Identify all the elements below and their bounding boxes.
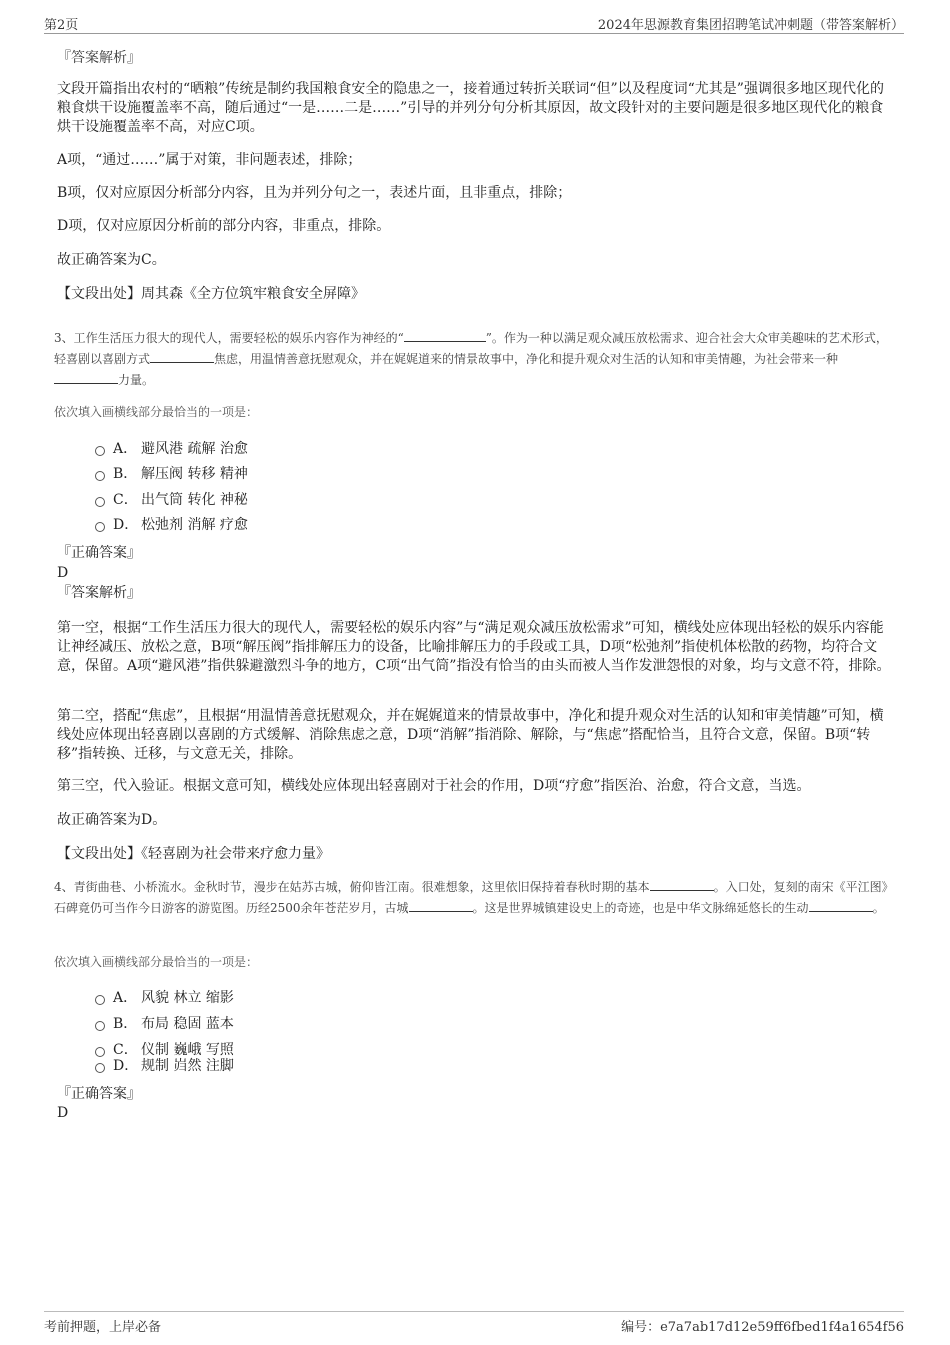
q3-option-c[interactable] — [95, 490, 248, 510]
blank-1 — [650, 878, 714, 891]
page-number: 第2页 — [44, 18, 79, 33]
option-letter: A． — [113, 990, 138, 1006]
radio-icon[interactable] — [95, 497, 105, 507]
blank-3 — [54, 371, 118, 384]
q4-text-3: 。这是世界城镇建设史上的奇迹，也是中华文脉绵延悠长的生动 — [472, 901, 809, 915]
option-letter: C． — [113, 1042, 138, 1058]
q4-text-4: 。 — [872, 901, 885, 915]
option-text: 规制 岿然 注脚 — [141, 1058, 234, 1074]
radio-icon[interactable] — [95, 1063, 105, 1073]
document-title: 2024年思源教育集团招聘笔试冲刺题（带答案解析） — [597, 18, 904, 33]
source-citation: 【文段出处】《轻喜剧为社会带来疗愈力量》 — [57, 846, 330, 862]
q4-text-2: 。入口处，复刻的南宋《平江图》石碑竟仍可当作今日游客的游览图。历经2500余年苍茫岁月，古城 — [54, 880, 894, 915]
conclusion: 故正确答案为C。 — [57, 252, 166, 268]
page-header — [44, 12, 904, 34]
fill-prompt: 依次填入画横线部分最恰当的一项是： — [54, 955, 259, 969]
correct-answer-value: D — [57, 1105, 69, 1121]
option-letter: B． — [113, 1016, 138, 1032]
option-letter: B． — [113, 466, 138, 482]
option-text: 仪制 巍峨 写照 — [141, 1042, 234, 1058]
q3-text-2: ”。作为一种以满足观众减压放松需求、迎合社会大众审美趣味的艺术形式，轻喜剧以喜剧方式 — [54, 331, 888, 366]
option-text: 风貌 林立 缩影 — [141, 990, 234, 1006]
option-text: 布局 稳固 蓝本 — [141, 1016, 234, 1032]
conclusion: 故正确答案为D。 — [57, 812, 167, 828]
page-footer — [44, 1311, 904, 1333]
source-citation: 【文段出处】周其森《全方位筑牢粮食安全屏障》 — [57, 286, 365, 302]
analysis-paragraph: 文段开篇指出农村的“晒粮”传统是制约我国粮食安全的隐患之一，接着通过转折关联词“但”以及程度词“尤其是”强调很多地区现代化的粮食烘干设施覆盖率不高，随后通过“一是……二是……”引导的并列分句分析其原因，故文段针对的主要问题是很多地区现代化的粮食烘干设施覆盖率不高，对应C项。 — [57, 81, 884, 135]
option-text: 避风港 疏解 治愈 — [141, 441, 248, 457]
document-code: 编号：e7a7ab17d12e59ff6fbed1f4a1654f56 — [621, 1320, 904, 1335]
option-a-analysis: A项，“通过……”属于对策，非问题表述，排除； — [57, 152, 362, 168]
answer-analysis-label: 『答案解析』 — [57, 585, 141, 601]
question-3-stem — [54, 328, 896, 391]
answer-analysis-label: 『答案解析』 — [57, 50, 141, 66]
blank-2 — [150, 350, 214, 363]
q4-text-1: 4、青街曲巷、小桥流水。金秋时节，漫步在姑苏古城，俯仰皆江南。很难想象，这里依旧保持着春秋时期的基本 — [54, 880, 650, 894]
option-text: 松弛剂 消解 疗愈 — [141, 517, 248, 533]
blank-2 — [409, 899, 473, 912]
analysis-paragraph-2: 第二空，搭配“焦虑”，且根据“用温情善意抚慰观众，并在娓娓道来的情景故事中，净化和提升观众对生活的认知和审美情趣”可知，横线处应体现出轻喜剧以喜剧的方式缓解、消除焦虑之意，D项“消解”指消除、解除，与“焦虑”搭配恰当，且符合文意，保留。B项“转移”指转换、迁移，与文意无关，排除。 — [57, 708, 884, 762]
option-text: 出气筒 转化 神秘 — [141, 492, 248, 508]
q4-option-b[interactable] — [95, 1014, 234, 1034]
correct-answer-label: 『正确答案』 — [57, 1086, 141, 1102]
question-4-stem — [54, 877, 896, 919]
correct-answer-value: D — [57, 565, 69, 581]
analysis-paragraph-3: 第三空，代入验证。根据文意可知，横线处应体现出轻喜剧对于社会的作用，D项“疗愈”指医治、治愈，符合文意，当选。 — [57, 778, 811, 794]
q4-option-d[interactable] — [95, 1056, 234, 1076]
option-letter: A． — [113, 441, 138, 457]
q4-option-a[interactable] — [95, 988, 234, 1008]
q3-option-a[interactable] — [95, 439, 248, 459]
q3-text-3: 焦虑，用温情善意抚慰观众，并在娓娓道来的情景故事中，净化和提升观众对生活的认知和审美情趣，为社会带来一种 — [214, 352, 839, 366]
q3-option-d[interactable] — [95, 515, 248, 535]
radio-icon[interactable] — [95, 522, 105, 532]
radio-icon[interactable] — [95, 1021, 105, 1031]
option-b-analysis: B项，仅对应原因分析部分内容，且为并列分句之一，表述片面，且非重点，排除； — [57, 185, 572, 201]
blank-3 — [809, 899, 873, 912]
correct-answer-label: 『正确答案』 — [57, 545, 141, 561]
analysis-paragraph-1: 第一空，根据“工作生活压力很大的现代人，需要轻松的娱乐内容”与“满足观众减压放松需求”可知，横线处应体现出轻松的娱乐内容能让神经减压、放松之意，B项“解压阀”指排解压力的设备，比喻排解压力的手段或工具，D项“松弛剂”指使机体松散的药物，均符合文意，保留。A项“避风港”指供躲避激烈斗争的地方，C项“出气筒”指没有恰当的由头而被人当作发泄怨恨的对象，均与文意不符，排除。 — [57, 620, 891, 674]
radio-icon[interactable] — [95, 446, 105, 456]
blank-1 — [404, 329, 486, 342]
option-letter: D． — [113, 517, 139, 533]
radio-icon[interactable] — [95, 471, 105, 481]
option-letter: D． — [113, 1058, 139, 1074]
option-text: 解压阀 转移 精神 — [141, 466, 248, 482]
option-letter: C． — [113, 492, 138, 508]
radio-icon[interactable] — [95, 995, 105, 1005]
q3-text-4: 力量。 — [118, 373, 155, 387]
fill-prompt: 依次填入画横线部分最恰当的一项是： — [54, 405, 259, 419]
q3-option-b[interactable] — [95, 464, 248, 484]
q3-text-1: 3、工作生活压力很大的现代人，需要轻松的娱乐内容作为神经的“ — [54, 331, 404, 345]
option-d-analysis: D项，仅对应原因分析前的部分内容，非重点，排除。 — [57, 218, 391, 234]
footer-slogan: 考前押题，上岸必备 — [44, 1320, 162, 1335]
